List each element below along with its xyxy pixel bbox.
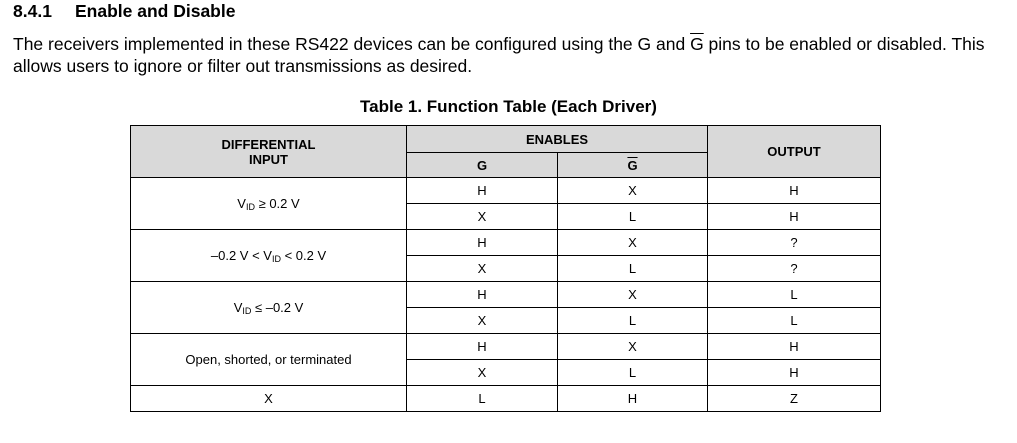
header-enables: ENABLES xyxy=(407,126,708,153)
section-title: Enable and Disable xyxy=(75,1,236,21)
cell-g: H xyxy=(407,334,558,360)
section-number: 8.4.1 xyxy=(13,1,52,21)
cell-g: X xyxy=(407,204,558,230)
table-row xyxy=(131,282,881,308)
cell-differential-input: $V_{ID} \le -0.2$ V xyxy=(131,282,407,334)
cell-gbar: X xyxy=(558,334,708,360)
cell-g: X xyxy=(407,360,558,386)
table-caption: Table 1. Function Table (Each Driver) xyxy=(360,97,657,116)
header-gbar: $\overline{G}$ xyxy=(558,153,708,178)
cell-differential-input: –0.2 $V < V_{ID} < 0.2$ V xyxy=(131,230,407,282)
paragraph-gbar: $\overline{G}$ xyxy=(690,34,704,54)
table-row xyxy=(131,178,881,204)
header-output: OUTPUT xyxy=(708,126,881,178)
cell-g: H xyxy=(407,178,558,204)
table-row xyxy=(131,230,881,256)
cell-g: X xyxy=(407,256,558,282)
cell-gbar: X xyxy=(558,230,708,256)
cell-gbar: L xyxy=(558,308,708,334)
table-body xyxy=(131,178,881,412)
cell-gbar: X xyxy=(558,178,708,204)
cell-differential-input: X xyxy=(131,386,407,412)
paragraph-text-1: The receivers implemented in these RS422 devices can be configured using the G and xyxy=(13,34,691,54)
cell-output: H xyxy=(708,204,881,230)
cell-output: H xyxy=(708,178,881,204)
body-paragraph xyxy=(13,33,1008,77)
cell-output: L xyxy=(708,308,881,334)
cell-differential-input: $V_{ID} \ge 0.2$ V xyxy=(131,178,407,230)
cell-output: H xyxy=(708,334,881,360)
cell-gbar: X xyxy=(558,282,708,308)
cell-gbar: L xyxy=(558,256,708,282)
cell-output: H xyxy=(708,360,881,386)
cell-g: H xyxy=(407,230,558,256)
section-heading xyxy=(13,1,235,22)
cell-output: Z xyxy=(708,386,881,412)
paragraph-text-2: pins to be enabled or disabled. This allows users to ignore or filter out transmissions as desired. xyxy=(13,34,985,76)
cell-g: L xyxy=(407,386,558,412)
header-differential-input: DIFFERENTIAL INPUT xyxy=(131,126,407,178)
function-table xyxy=(130,125,881,412)
cell-g: X xyxy=(407,308,558,334)
cell-gbar: L xyxy=(558,360,708,386)
table-row xyxy=(131,386,881,412)
cell-output: ? xyxy=(708,256,881,282)
cell-gbar: H xyxy=(558,386,708,412)
cell-gbar: L xyxy=(558,204,708,230)
table-row xyxy=(131,334,881,360)
cell-output: L xyxy=(708,282,881,308)
cell-output: ? xyxy=(708,230,881,256)
cell-g: H xyxy=(407,282,558,308)
cell-differential-input: Open, shorted, or terminated xyxy=(131,334,407,386)
header-g: G xyxy=(407,153,558,178)
